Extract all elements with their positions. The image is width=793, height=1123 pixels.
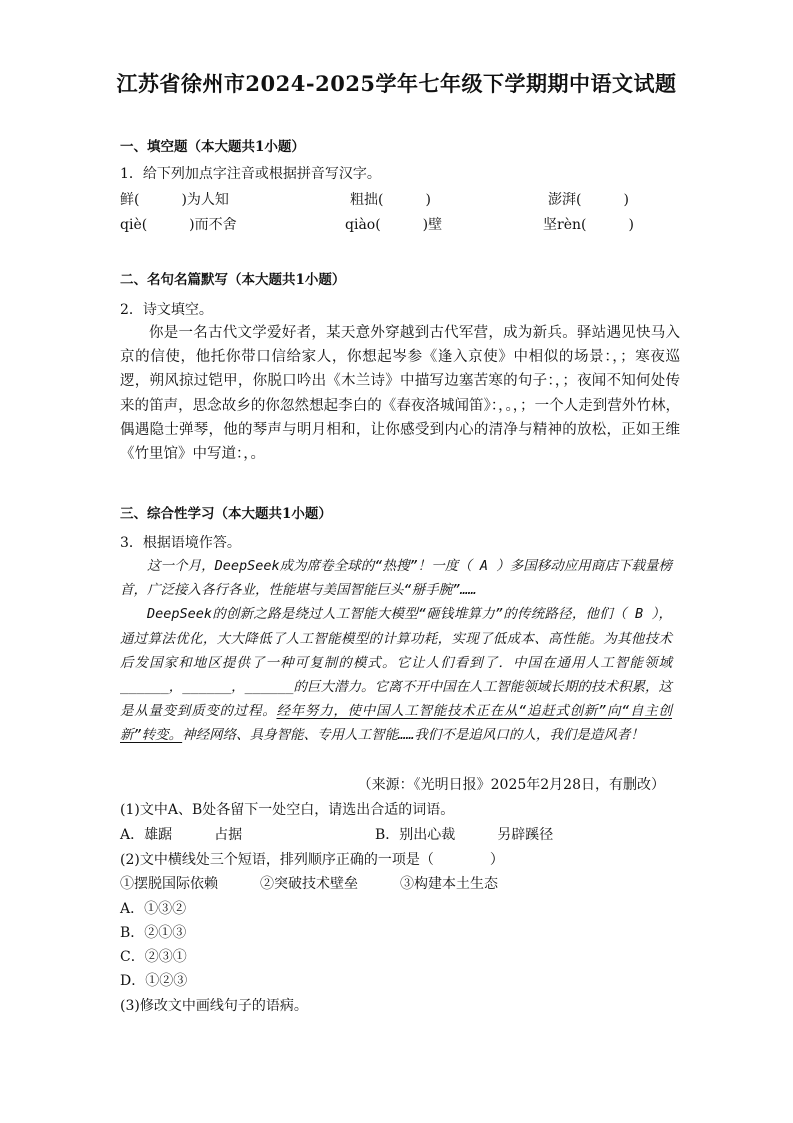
poetry-passage-text: 你是一名古代文学爱好者，某天意外穿越到古代军营，成为新兵。驿站遇见快马入京的信使，他托你带口信给家人，你想起岑参《逢入京使》中相似的场景：，；寒夜巡逻，朔风掠过铠甲，你脱口吟出《木兰诗》中描写边塞苦寒的句子：，；夜闻不知何处传来的笛声，思念故乡的你忽然想起李白的《春夜洛城闻笛》：，。，；一个人走到营外竹林，偶遇隐士弹琴，他的琴声与明月相和，让你感受到内心的清净与精神的放松，正如王维《竹里馆》中写道：，。 — [120, 325, 680, 463]
q2-option-c: C．②③① — [120, 949, 187, 965]
q2-option-b: B．②①③ — [120, 925, 187, 941]
section-3-heading: 三、综合性学习（本大题共1小题） — [120, 506, 332, 522]
q1-option-a: A．雄踞 占据 — [120, 827, 243, 843]
question-1-prompt: 1．给下列加点字注音或根据拼音写汉字。 — [120, 166, 381, 182]
article — [120, 554, 672, 748]
pinyin-item-1: 鲜( )为人知 — [120, 192, 229, 208]
q2-option-d: D．①②③ — [120, 973, 188, 989]
question-2-prompt: 2．诗文填空。 — [120, 302, 213, 318]
pinyin-item-4: qiè( )而不舍 — [120, 217, 237, 233]
section-2-heading: 二、名句名篇默写（本大题共1小题） — [120, 272, 346, 288]
article-text-b: 神经网络、具身智能、专用人工智能……我们不是追风口的人，我们是造风者！ — [182, 727, 644, 744]
sub-question-1: (1)文中A、B处各留下一处空白，请选出合适的词语。 — [120, 802, 455, 818]
q2-phrases: ①摆脱国际依赖 ②突破技术壁垒 ③构建本土生态 — [120, 876, 498, 892]
sub-question-2: (2)文中横线处三个短语，排列顺序正确的一项是（ ） — [120, 852, 504, 868]
article-paragraph-2 — [120, 602, 672, 747]
section-1-heading: 一、填空题（本大题共1小题） — [120, 139, 305, 155]
question-3-prompt: 3．根据语境作答。 — [120, 535, 241, 551]
underlined-sentence: 经年努力，使中国人工智能技术正在从“追赶式创新”向“自主创新”转变。 — [120, 703, 673, 744]
exam-title: 江苏省徐州市2024-2025学年七年级下学期期中语文试题 — [116, 71, 677, 96]
article-text-a: DeepSeek的创新之路是绕过人工智能大模型“砸钱堆算力”的传统路径，他们（ B ），通过算法优化，大大降低了人工智能模型的计算功耗，实现了低成本、高性能。为其他技术后发国家和地区提供了一种可复制的模式。它让人们看到了．中国在通用人工智能领域______，______，______的巨大潜力。它离不开中国在人工智能领域长期的技术积累，这是从量变到质变的过程。 — [120, 606, 672, 720]
q2-option-a: A．①③② — [120, 901, 187, 917]
pinyin-item-3: 澎湃( ) — [548, 192, 629, 208]
pinyin-item-6: 坚rèn( ) — [543, 217, 634, 233]
article-paragraph-1: 这一个月，DeepSeek成为席卷全球的“热搜”！一度（ A ）多国移动应用商店下载量榜首，广泛接入各行各业，性能堪与美国智能巨头“掰手腕”…… — [120, 558, 672, 599]
q1-option-b: B．别出心裁 另辟蹊径 — [375, 827, 554, 843]
poetry-passage — [120, 321, 680, 466]
pinyin-item-2: 粗拙( ) — [350, 192, 431, 208]
sub-question-3: (3)修改文中画线句子的语病。 — [120, 998, 308, 1014]
pinyin-item-5: qiào( )壁 — [345, 217, 443, 233]
article-source: （来源：《光明日报》2025年2月28日，有删改） — [357, 777, 665, 793]
